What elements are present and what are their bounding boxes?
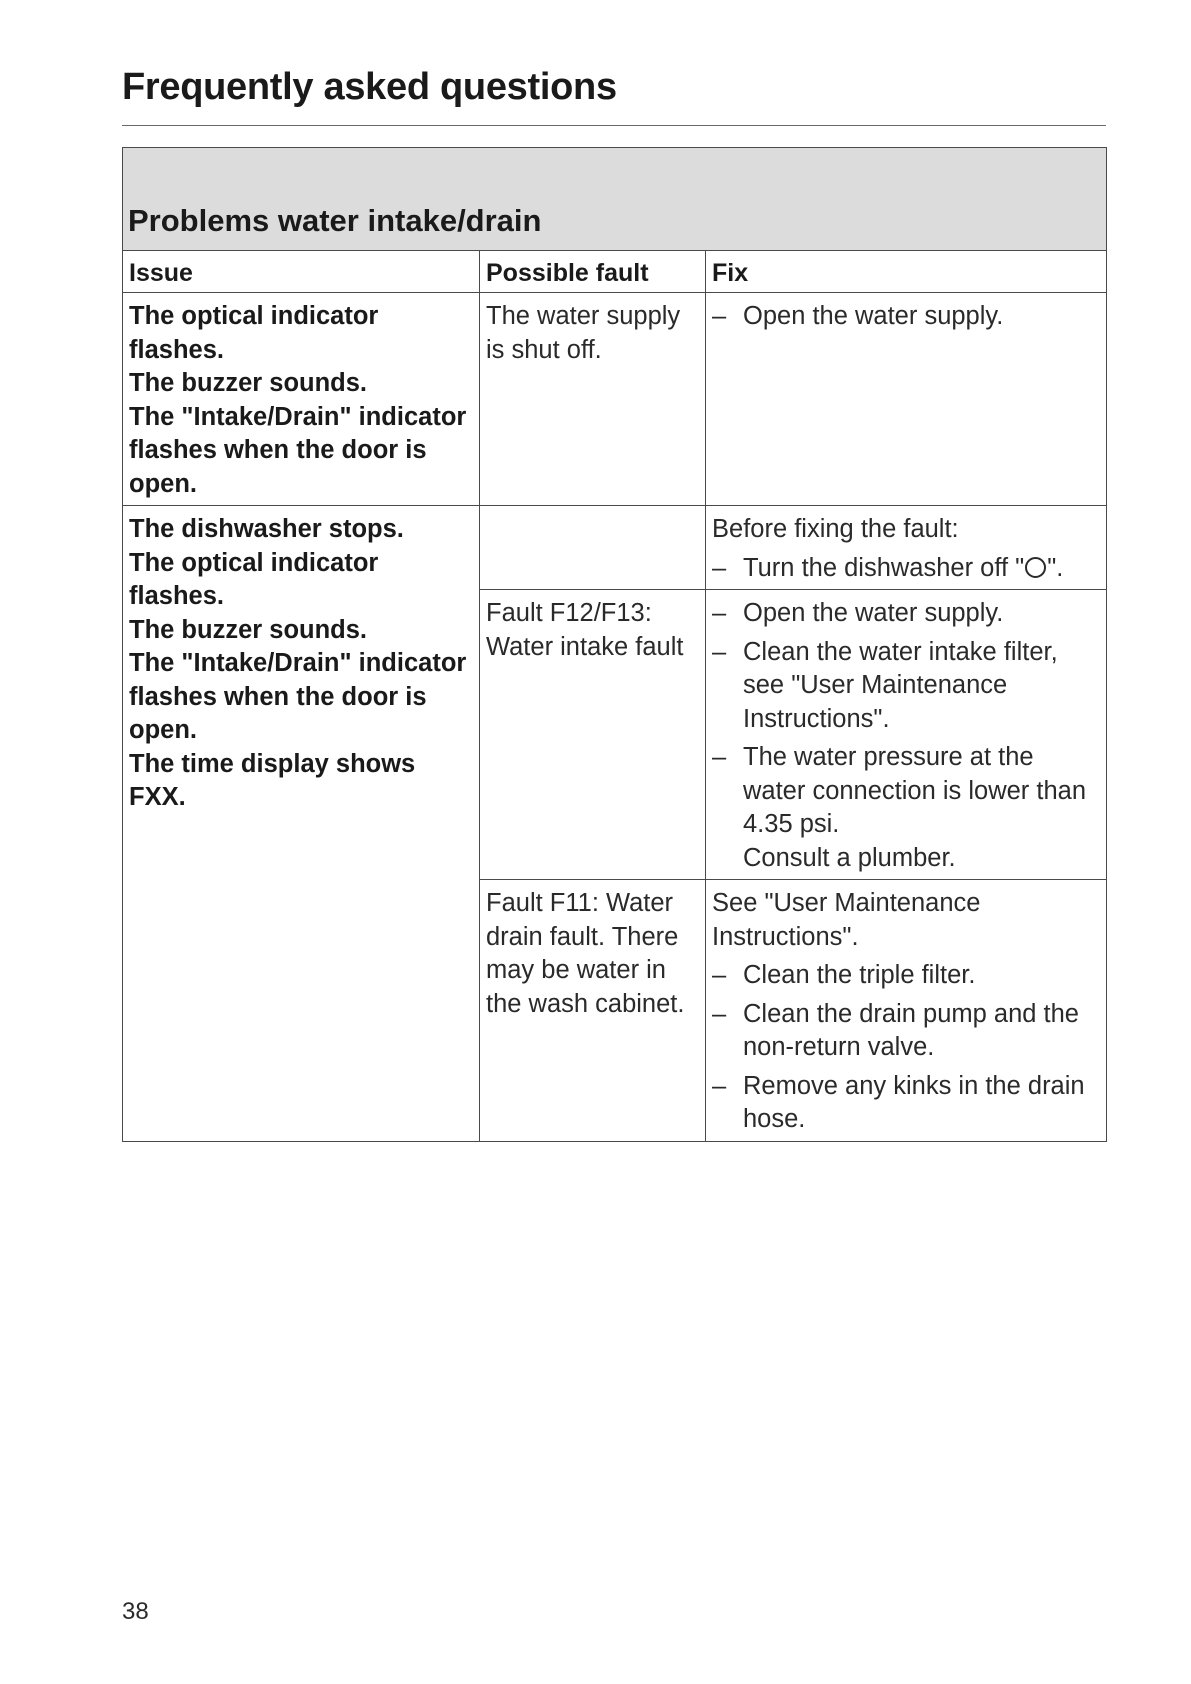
issue-line: The "Intake/Drain" indicator flashes when the door is open. xyxy=(129,402,467,498)
fix-intro: See "User Maintenance Instructions". xyxy=(712,889,981,951)
fix-step-text: Remove any kinks in the drain hose. xyxy=(743,1071,1085,1133)
fix-step-text: Open the water supply. xyxy=(743,302,1004,330)
fix-step-text: Clean the triple filter. xyxy=(743,961,976,989)
fault-cell-empty xyxy=(480,506,706,590)
faq-table xyxy=(122,147,1107,1142)
page-number: 38 xyxy=(122,1598,149,1625)
fix-step xyxy=(712,552,1102,586)
fix-cell xyxy=(706,293,1107,506)
issue-cell xyxy=(123,293,480,506)
fix-intro: Before fixing the fault: xyxy=(712,515,959,543)
column-header-issue: Issue xyxy=(123,251,480,293)
dash-bullet: – xyxy=(712,961,727,989)
issue-line: The optical indicator flashes. xyxy=(129,548,379,610)
fix-cell xyxy=(706,590,1107,880)
fix-step-text: The water pressure at the water connection is lower than 4.35 psi. Consult a plumber. xyxy=(743,743,1087,872)
fix-step xyxy=(712,597,1102,631)
fault-cell: Fault F11: Water drain fault. There may be water in the wash cabinet. xyxy=(480,880,706,1142)
fix-step-text: Clean the water intake filter, see "User Maintenance Instructions". xyxy=(743,637,1058,733)
fix-step-text: Open the water supply. xyxy=(743,599,1004,627)
column-header-fix: Fix xyxy=(706,251,1107,293)
fault-cell: Fault F12/F13: Water intake fault xyxy=(480,590,706,880)
fix-step xyxy=(712,1070,1102,1137)
column-header-row xyxy=(123,251,1107,293)
issue-line: The buzzer sounds. xyxy=(129,615,368,644)
fault-cell: The water supply is shut off. xyxy=(480,293,706,506)
dash-bullet: – xyxy=(712,637,727,666)
section-title: Problems water intake/drain xyxy=(123,148,1107,251)
table-row xyxy=(123,506,1107,590)
issue-line: The buzzer sounds. xyxy=(129,369,368,397)
fix-step xyxy=(712,959,1102,993)
fix-step xyxy=(712,741,1102,875)
issue-line: The time display shows FXX. xyxy=(129,749,416,811)
fix-cell xyxy=(706,880,1107,1142)
table-row xyxy=(123,293,1107,506)
dash-bullet: – xyxy=(712,1071,727,1100)
issue-line: The optical indicator flashes. xyxy=(129,302,379,364)
dash-bullet: – xyxy=(712,599,727,627)
title-divider xyxy=(122,125,1106,126)
dash-bullet: – xyxy=(712,999,727,1028)
power-off-circle-icon xyxy=(1025,557,1046,578)
fix-step-suffix: ". xyxy=(1047,553,1064,582)
fix-step xyxy=(712,636,1102,737)
fix-step xyxy=(712,300,1102,334)
fix-step xyxy=(712,998,1102,1065)
fix-step-prefix: Turn the dishwasher off " xyxy=(743,553,1025,582)
dash-bullet: – xyxy=(712,743,727,771)
issue-line: The "Intake/Drain" indicator flashes when the door is open. xyxy=(129,649,467,744)
fix-cell xyxy=(706,506,1107,590)
issue-line: The dishwasher stops. xyxy=(129,515,404,543)
column-header-fault: Possible fault xyxy=(480,251,706,293)
fix-step-text xyxy=(743,552,1102,586)
dash-bullet: – xyxy=(712,302,727,330)
fix-step-text: Clean the drain pump and the non-return valve. xyxy=(743,999,1079,1061)
issue-cell xyxy=(123,506,480,1142)
page-title: Frequently asked questions xyxy=(122,66,617,108)
dash-bullet: – xyxy=(712,553,727,582)
